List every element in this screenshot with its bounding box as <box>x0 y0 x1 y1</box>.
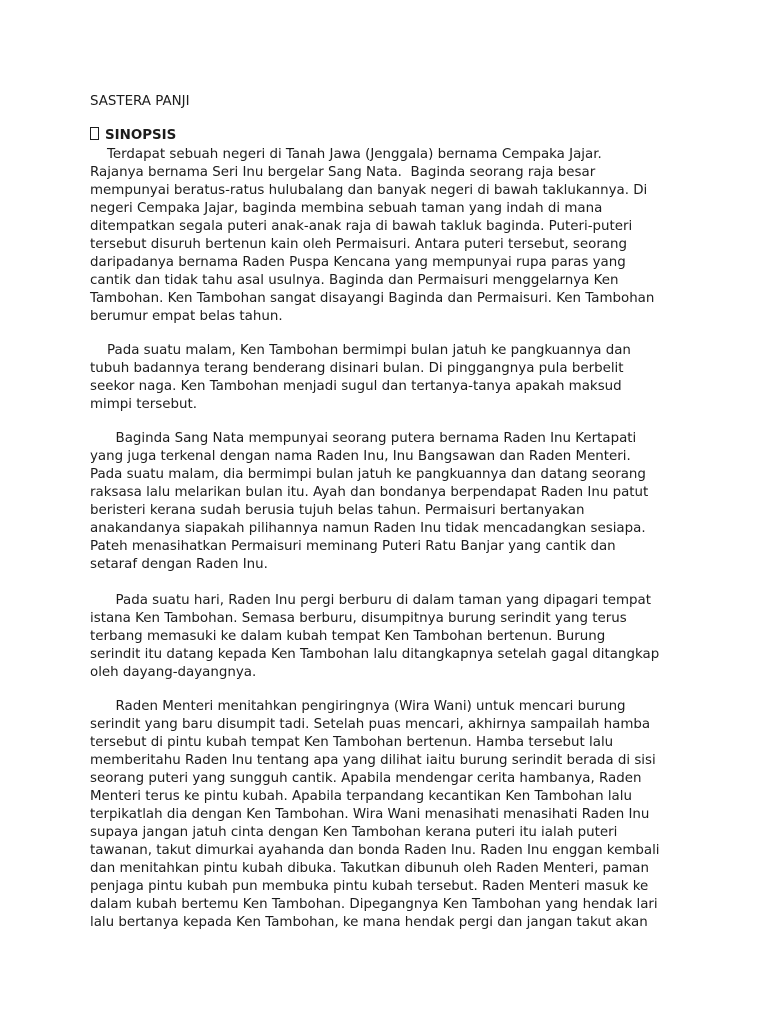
paragraph-line: Raden Menteri menitahkan pengiringnya (Wira Wani) untuk mencari burung <box>90 699 626 714</box>
paragraph-line: terpikatlah dia dengan Ken Tambohan. Wira Wani menasihati menasihati Raden Inu <box>90 807 650 822</box>
paragraph-line: yang juga terkenal dengan nama Raden Inu, Inu Bangsawan dan Raden Menteri. <box>90 449 631 464</box>
paragraph-line: Pada suatu malam, dia bermimpi bulan jatuh ke pangkuannya dan datang seorang <box>90 467 646 482</box>
paragraph-line: memberitahu Raden Inu tentang apa yang dilihat iaitu burung serindit berada di sisi <box>90 753 656 768</box>
paragraph-line: Pateh menasihatkan Permaisuri meminang Puteri Ratu Banjar yang cantik dan <box>90 539 616 554</box>
section-heading-text: SINOPSIS <box>105 128 177 143</box>
paragraph-line: Terdapat sebuah negeri di Tanah Jawa (Jenggala) bernama Cempaka Jajar. <box>90 147 602 162</box>
paragraph-line: raksasa lalu melarikan bulan itu. Ayah dan bondanya berpendapat Raden Inu patut <box>90 485 649 500</box>
paragraph-line: seorang puteri yang sungguh cantik. Apabila mendengar cerita hambanya, Raden <box>90 771 642 786</box>
paragraph-1 <box>90 146 654 326</box>
paragraph-line: dalam kubah bertemu Ken Tambohan. Dipegangnya Ken Tambohan yang hendak lari <box>90 897 658 912</box>
paragraph-line: Pada suatu hari, Raden Inu pergi berburu di dalam taman yang dipagari tempat <box>90 593 651 608</box>
paragraph-line: Menteri terus ke pintu kubah. Apabila terpandang kecantikan Ken Tambohan lalu <box>90 789 632 804</box>
paragraph-line: tersebut disuruh bertenun kain oleh Permaisuri. Antara puteri tersebut, seorang <box>90 237 628 252</box>
paragraph-line: ditempatkan segala puteri anak-anak raja di bawah takluk baginda. Puteri-puteri <box>90 219 633 234</box>
document-title: SASTERA PANJI <box>90 94 190 109</box>
paragraph-line: negeri Cempaka Jajar, baginda membina sebuah taman yang indah di mana <box>90 201 603 216</box>
paragraph-5 <box>90 698 660 932</box>
paragraph-line: dan menitahkan pintu kubah dibuka. Takutkan dibunuh oleh Raden Menteri, paman <box>90 861 649 876</box>
paragraph-line: Tambohan. Ken Tambohan sangat disayangi Baginda dan Permaisuri. Ken Tambohan <box>90 291 655 306</box>
paragraph-line: tawanan, takut dimurkai ayahanda dan bonda Raden Inu. Raden Inu enggan kembali <box>90 843 660 858</box>
paragraph-line: Baginda Sang Nata mempunyai seorang putera bernama Raden Inu Kertapati <box>90 431 637 446</box>
paragraph-line: serindit itu datang kepada Ken Tambohan lalu ditangkapnya setelah gagal ditangkap <box>90 647 660 662</box>
paragraph-4 <box>90 592 659 682</box>
paragraph-line: berumur empat belas tahun. <box>90 309 283 324</box>
paragraph-line: daripadanya bernama Raden Puspa Kencana yang mempunyai rupa paras yang <box>90 255 626 270</box>
paragraph-line: seekor naga. Ken Tambohan menjadi sugul dan tertanya-tanya apakah maksud <box>90 379 622 394</box>
paragraph-line: penjaga pintu kubah pun membuka pintu kubah tersebut. Raden Menteri masuk ke <box>90 879 649 894</box>
paragraph-line: cantik dan tidak tahu asal usulnya. Baginda dan Permaisuri menggelarnya Ken <box>90 273 619 288</box>
paragraph-3 <box>90 430 648 574</box>
paragraph-line: istana Ken Tambohan. Semasa berburu, disumpitnya burung serindit yang terus <box>90 611 627 626</box>
paragraph-line: serindit yang baru disumpit tadi. Setelah puas mencari, akhirnya sampailah hamba <box>90 717 651 732</box>
paragraph-line: supaya jangan jatuh cinta dengan Ken Tambohan kerana puteri itu ialah puteri <box>90 825 618 840</box>
paragraph-line: lalu bertanya kepada Ken Tambohan, ke mana hendak pergi dan jangan takut akan <box>90 915 648 930</box>
paragraph-line: mempunyai beratus-ratus hulubalang dan banyak negeri di bawah taklukannya. Di <box>90 183 648 198</box>
paragraph-line: oleh dayang-dayangnya. <box>90 665 257 680</box>
paragraph-line: Rajanya bernama Seri Inu bergelar Sang Nata. Baginda seorang raja besar <box>90 165 596 180</box>
section-heading <box>90 127 176 145</box>
paragraph-line: setaraf dengan Raden Inu. <box>90 557 268 572</box>
bullet-box-icon <box>90 127 99 140</box>
paragraph-line: mimpi tersebut. <box>90 397 197 412</box>
paragraph-line: beristeri kerana sudah berusia tujuh belas tahun. Permaisuri bertanyakan <box>90 503 585 518</box>
paragraph-line: terbang memasuki ke dalam kubah tempat Ken Tambohan bertenun. Burung <box>90 629 606 644</box>
paragraph-line: tersebut di pintu kubah tempat Ken Tambohan bertenun. Hamba tersebut lalu <box>90 735 614 750</box>
paragraph-2 <box>90 342 631 414</box>
paragraph-line: anakandanya siapakah pilihannya namun Raden Inu tidak mencadangkan sesiapa. <box>90 521 646 536</box>
paragraph-line: Pada suatu malam, Ken Tambohan bermimpi bulan jatuh ke pangkuannya dan <box>90 343 631 358</box>
paragraph-line: tubuh badannya terang benderang disinari bulan. Di pinggangnya pula berbelit <box>90 361 624 376</box>
